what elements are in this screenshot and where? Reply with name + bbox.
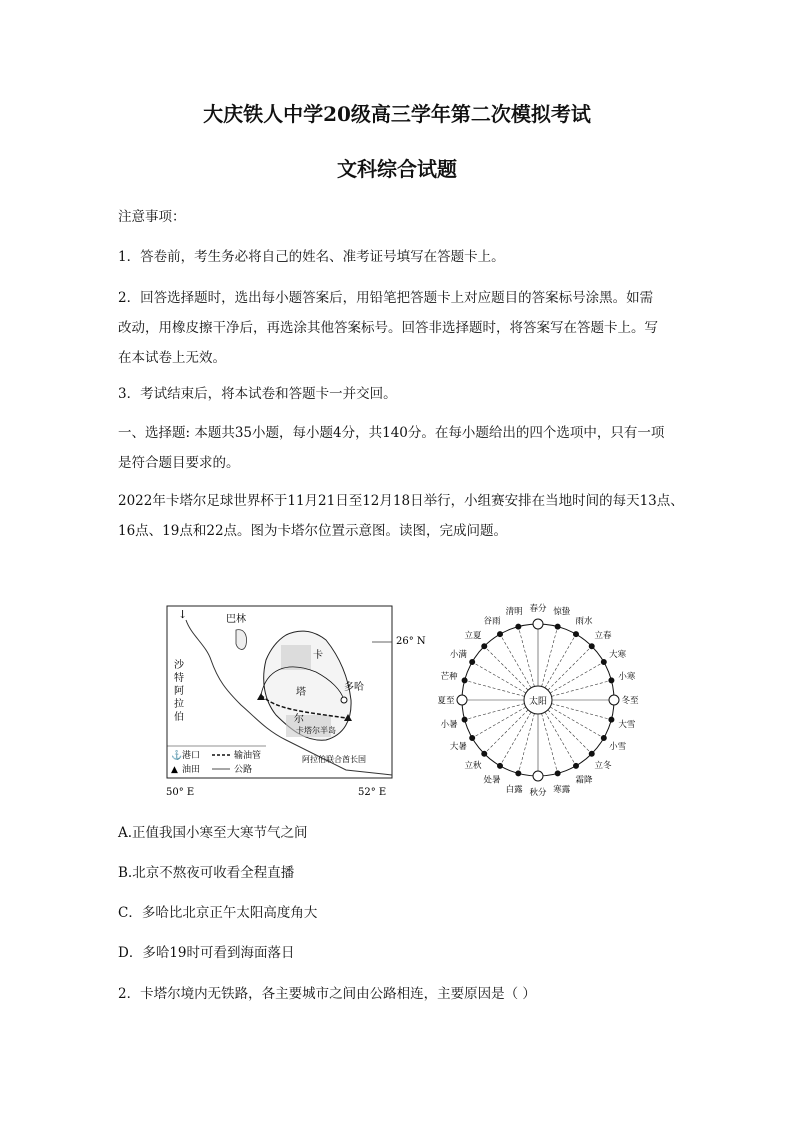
exam-title: 大庆铁人中学20级高三学年第二次模拟考试 [203,102,591,126]
legend-oilfield: 油田 [182,765,201,775]
solar-term-label: 立春 [594,630,612,641]
earth-position-marker [470,736,475,741]
solar-term-label: 大雪 [618,719,636,730]
earth-position-marker [609,678,614,683]
earth-position-marker [609,695,619,705]
section-line: 一、选择题: 本题共35小题，每小题4分，共140分。在每小题给出的四个选项中，只有一项 [118,425,665,441]
lat-label: 26° N [396,636,426,647]
lon-right-label: 52° E [358,787,387,798]
orbit-spoke [542,627,558,687]
orbit-spoke [550,707,604,738]
earth-position-marker [516,624,521,629]
saudi-label-char: 阿 [174,686,184,697]
qatar-label-char: 卡 [313,650,323,661]
solar-term-label: 白露 [505,784,523,795]
qatar-map [166,600,426,800]
solar-term-label: 大寒 [609,650,627,660]
solar-term-label: 秋分 [529,788,547,798]
doha-label: 多哈 [344,682,364,693]
orbit-spoke [484,710,528,754]
bahrain-label: 巴林 [226,614,246,625]
solar-term-label: 雨水 [575,616,593,627]
solar-term-label: 立冬 [594,761,612,772]
solar-term-label: 清明 [505,607,523,618]
option-d: D．多哈19时可看到海面落日 [118,945,295,961]
orbit-spoke [500,634,531,688]
notes-heading: 注意事项： [118,209,186,225]
solar-term-label: 惊蛰 [553,607,571,618]
earth-position-marker [601,660,606,665]
solar-term-label: 大暑 [449,742,467,752]
solar-term-label: 夏至 [437,696,455,706]
solar-term-label: 小雪 [609,742,627,752]
exam-subtitle: 文科综合试题 [337,157,457,181]
note-item-2 [118,283,683,373]
orbit-spoke [518,714,534,774]
solar-term-label: 小寒 [618,672,636,683]
doha-marker [341,697,347,703]
earth-position-marker [457,695,467,705]
earth-position-marker [482,751,487,756]
earth-position-marker [470,660,475,665]
orbit-spoke [545,712,576,766]
earth-position-marker [516,771,521,776]
legend-port: 港口 [182,751,201,761]
orbit-spoke [484,646,528,690]
option-b: B.北京不熬夜可收看全程直播 [118,865,295,881]
earth-position-marker [498,763,503,768]
orbit-spoke [548,646,592,690]
earth-position-marker [574,763,579,768]
orbit-spoke [550,662,604,693]
earth-position-marker [589,644,594,649]
option-c: C．多哈比北京正午太阳高度角大 [118,905,318,921]
uae-label: 阿拉伯联合酋长国 [302,755,366,764]
qatar-label-char: 塔 [296,687,306,698]
figure [166,600,686,800]
orbit-spoke [545,634,576,688]
earth-position-marker [555,771,560,776]
note-item-3: 3．考试结束后，将本试卷和答题卡一并交回。 [118,386,397,402]
orbit-spoke [552,680,612,696]
stem-line: 16点、19点和22点。图为卡塔尔位置示意图。读图，完成问题。 [118,523,508,539]
solar-term-label: 芒种 [440,672,458,683]
solar-term-label: 立秋 [464,761,482,772]
qatar-label-char: 尔 [294,714,304,725]
earth-position-marker [462,678,467,683]
earth-position-marker [601,736,606,741]
orbit-spoke [518,627,534,687]
peninsula-label: 卡塔尔半岛 [296,726,336,735]
orbit-spoke [552,704,612,720]
section-line: 是符合题目要求的。 [118,455,240,471]
solar-term-label: 小满 [449,650,467,660]
note-item-2-line: 在本试卷上无效。 [118,350,226,366]
solar-term-label: 立夏 [464,630,482,641]
earth-position-marker [533,619,543,629]
saudi-label-char: 拉 [174,699,184,710]
solar-term-label: 谷雨 [483,616,501,627]
earth-position-marker [498,632,503,637]
saudi-label-char: 伯 [174,712,184,723]
solar-term-label: 寒露 [553,784,571,795]
bahrain-island [236,630,247,650]
solar-term-label: 小暑 [440,719,458,730]
earth-position-marker [589,751,594,756]
orbit-spoke [500,712,531,766]
legend-pipeline: 输油管 [234,751,262,761]
solar-term-label: 霜降 [575,775,593,786]
earth-position-marker [482,644,487,649]
solar-term-label: 冬至 [621,696,639,706]
saudi-label-char: 沙 [174,660,184,671]
legend-oilfield-icon: ▲ [171,765,178,775]
question-2: 2．卡塔尔境内无铁路，各主要城市之间由公路相连，主要原因是（ ） [118,986,536,1002]
option-a: A.正值我国小寒至大寒节气之间 [118,825,308,841]
question-stem [118,486,683,546]
lon-left-label: 50° E [166,787,195,798]
saudi-label-char: 特 [174,673,184,684]
orbit-spoke [465,704,525,720]
earth-position-marker [462,717,467,722]
orbit-spoke [542,714,558,774]
legend-road: 公路 [234,765,253,775]
legend-port-icon: ⚓ [171,751,183,761]
orbit-spoke [548,710,592,754]
note-item-1: 1．答卷前，考生务必将自己的姓名、准考证号填写在答题卡上。 [118,249,505,265]
note-item-2-line: 改动，用橡皮擦干净后，再选涂其他答案标号。回答非选择题时，将答案写在答题卡上。写 [118,320,658,336]
north-arrow-icon: ↓ [178,608,188,621]
solar-terms-diagram [428,600,678,800]
earth-position-marker [555,624,560,629]
orbit-spoke [472,662,526,693]
orbit-spoke [472,707,526,738]
note-item-2-line: 2．回答选择题时，选出每小题答案后，用铅笔把答题卡上对应题目的答案标号涂黑。如需 [118,290,654,306]
sun-label: 太阳 [528,697,548,707]
orbit-spoke [465,680,525,696]
earth-position-marker [609,717,614,722]
solar-term-label: 春分 [529,604,547,614]
earth-position-marker [574,632,579,637]
section-instructions [118,418,683,478]
earth-position-marker [533,771,543,781]
stem-line: 2022年卡塔尔足球世界杯于11月21日至12月18日举行，小组赛安排在当地时间的每天13点、 [118,493,684,509]
oilfield-area [281,645,311,670]
solar-term-label: 处暑 [483,775,501,786]
